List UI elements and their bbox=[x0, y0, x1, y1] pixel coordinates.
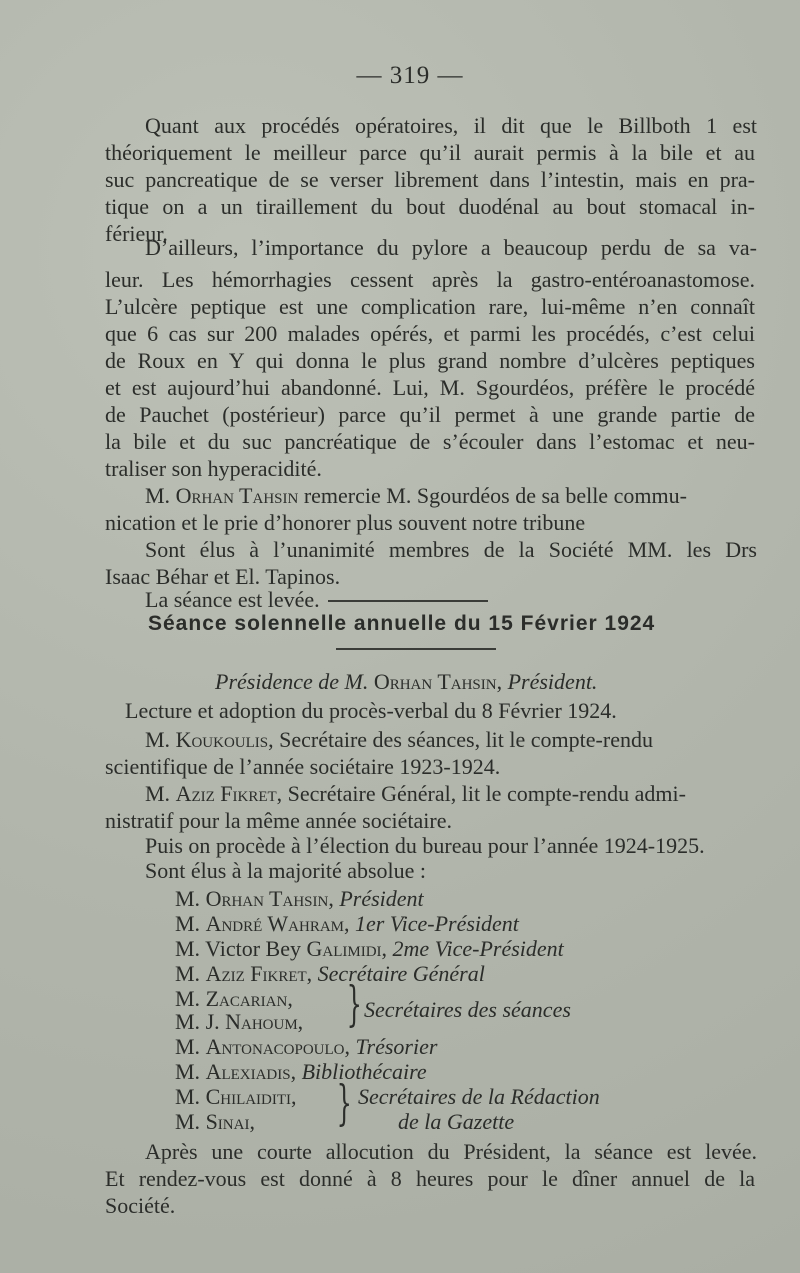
roster-entry: M. Alexiadis, Bibliothécaire bbox=[175, 1059, 427, 1084]
p1-line: tique on a un tiraillement du bout duodénal au bout stomacal in- bbox=[105, 194, 755, 219]
p2-line: de Roux en Y qui donna le plus grand nombre d’ulcères peptiques bbox=[105, 348, 755, 373]
divider bbox=[336, 648, 496, 650]
p3-line: nication et le prie d’honorer plus souvent notre tribune bbox=[105, 510, 586, 535]
roster-entry: M. J. Nahoum, bbox=[175, 1009, 304, 1034]
roster-entry: M. Chilaiditi, bbox=[175, 1084, 297, 1109]
p1-line: théoriquement le meilleur parce qu’il aurait permis à la bile et au bbox=[105, 140, 755, 165]
p4-line: Sont élus à l’unanimité membres de la Société MM. les Drs bbox=[145, 537, 757, 562]
p2-line: traliser son hyperacidité. bbox=[105, 456, 322, 481]
aziz-line: M. Aziz Fikret, Secrétaire Général, lit le compte-rendu admi- bbox=[145, 781, 686, 806]
p3-line: M. Orhan Tahsin remercie M. Sgourdéos de sa belle commu- bbox=[145, 483, 687, 508]
page-number: — 319 — bbox=[356, 62, 464, 89]
roster-group-role: de la Gazette bbox=[398, 1109, 515, 1134]
election-line: Puis on procède à l’élection du bureau pour l’année 1924-1925. bbox=[145, 833, 705, 858]
brace-glyph: } bbox=[336, 1075, 352, 1131]
p2-line: que 6 cas sur 200 malades opérés, et parmi les procédés, c’est celui bbox=[105, 321, 755, 346]
roster-entry: M. Victor Bey Galimidi, 2me Vice-Président bbox=[175, 936, 564, 961]
roster-entry: M. Sinai, bbox=[175, 1109, 255, 1134]
aziz-line: nistratif pour la même année sociétaire. bbox=[105, 808, 452, 833]
closing-line: Société. bbox=[105, 1193, 176, 1218]
p5-line: La séance est levée. bbox=[145, 587, 320, 612]
p2-line: la bile et du suc pancréatique de s’écouler dans l’estomac et neu- bbox=[105, 429, 755, 454]
person-name: Orhan Tahsin, bbox=[373, 669, 503, 694]
roster-entry: M. Aziz Fikret, Secrétaire Général bbox=[175, 961, 485, 986]
presidence-line: Présidence de M. Orhan Tahsin, Président. bbox=[215, 669, 598, 694]
p2-line: de Pauchet (postérieur) parce qu’il permet à une grande partie de bbox=[105, 402, 755, 427]
lecture-line: Lecture et adoption du procès-verbal du 8 Février 1924. bbox=[125, 698, 617, 723]
section-title: Séance solennelle annuelle du 15 Février 1924 bbox=[148, 612, 656, 635]
person-name: Aziz Fikret, bbox=[175, 781, 283, 806]
koukoulis-line: M. Koukoulis, Secrétaire des séances, lit le compte-rendu bbox=[145, 727, 653, 752]
roster-group-role: Secrétaires de la Rédaction bbox=[358, 1084, 600, 1109]
roster-entry: M. Zacarian, bbox=[175, 986, 293, 1011]
person-name: Koukoulis, bbox=[175, 727, 274, 752]
person-name: Orhan Tahsin bbox=[175, 483, 299, 508]
p2-line: L’ulcère peptique est une complication rare, lui-même n’en connaît bbox=[105, 294, 755, 319]
closing-line: Après une courte allocution du Président, la séance est levée. bbox=[145, 1139, 757, 1164]
p2-line: D’ailleurs, l’importance du pylore a beaucoup perdu de sa va- bbox=[145, 235, 757, 260]
p2-line: leur. Les hémorrhagies cessent après la gastro-entéroanastomose. bbox=[105, 267, 755, 292]
p1-line: Quant aux procédés opératoires, il dit que le Billboth 1 est bbox=[145, 113, 757, 138]
p4-line: Isaac Béhar et El. Tapinos. bbox=[105, 564, 341, 589]
p1-line: férieur. bbox=[105, 221, 168, 246]
roster-entry: M. André Wahram, 1er Vice-Président bbox=[175, 911, 519, 936]
koukoulis-line: scientifique de l’année sociétaire 1923-1924. bbox=[105, 754, 501, 779]
closing-line: Et rendez-vous est donné à 8 heures pour le dîner annuel de la bbox=[105, 1166, 755, 1191]
p1-line: suc pancreatique de se verser librement dans l’intestin, mais en pra- bbox=[105, 167, 755, 192]
roster-entry: M. Antonacopoulo, Trésorier bbox=[175, 1034, 438, 1059]
brace-glyph: } bbox=[346, 976, 362, 1032]
election-line: Sont élus à la majorité absolue : bbox=[145, 858, 427, 883]
roster-entry: M. Orhan Tahsin, Président bbox=[175, 886, 424, 911]
roster-group-role: Secrétaires des séances bbox=[364, 997, 571, 1022]
divider bbox=[328, 600, 488, 602]
p2-line: et est aujourd’hui abandonné. Lui, M. Sgourdéos, préfère le procédé bbox=[105, 375, 755, 400]
